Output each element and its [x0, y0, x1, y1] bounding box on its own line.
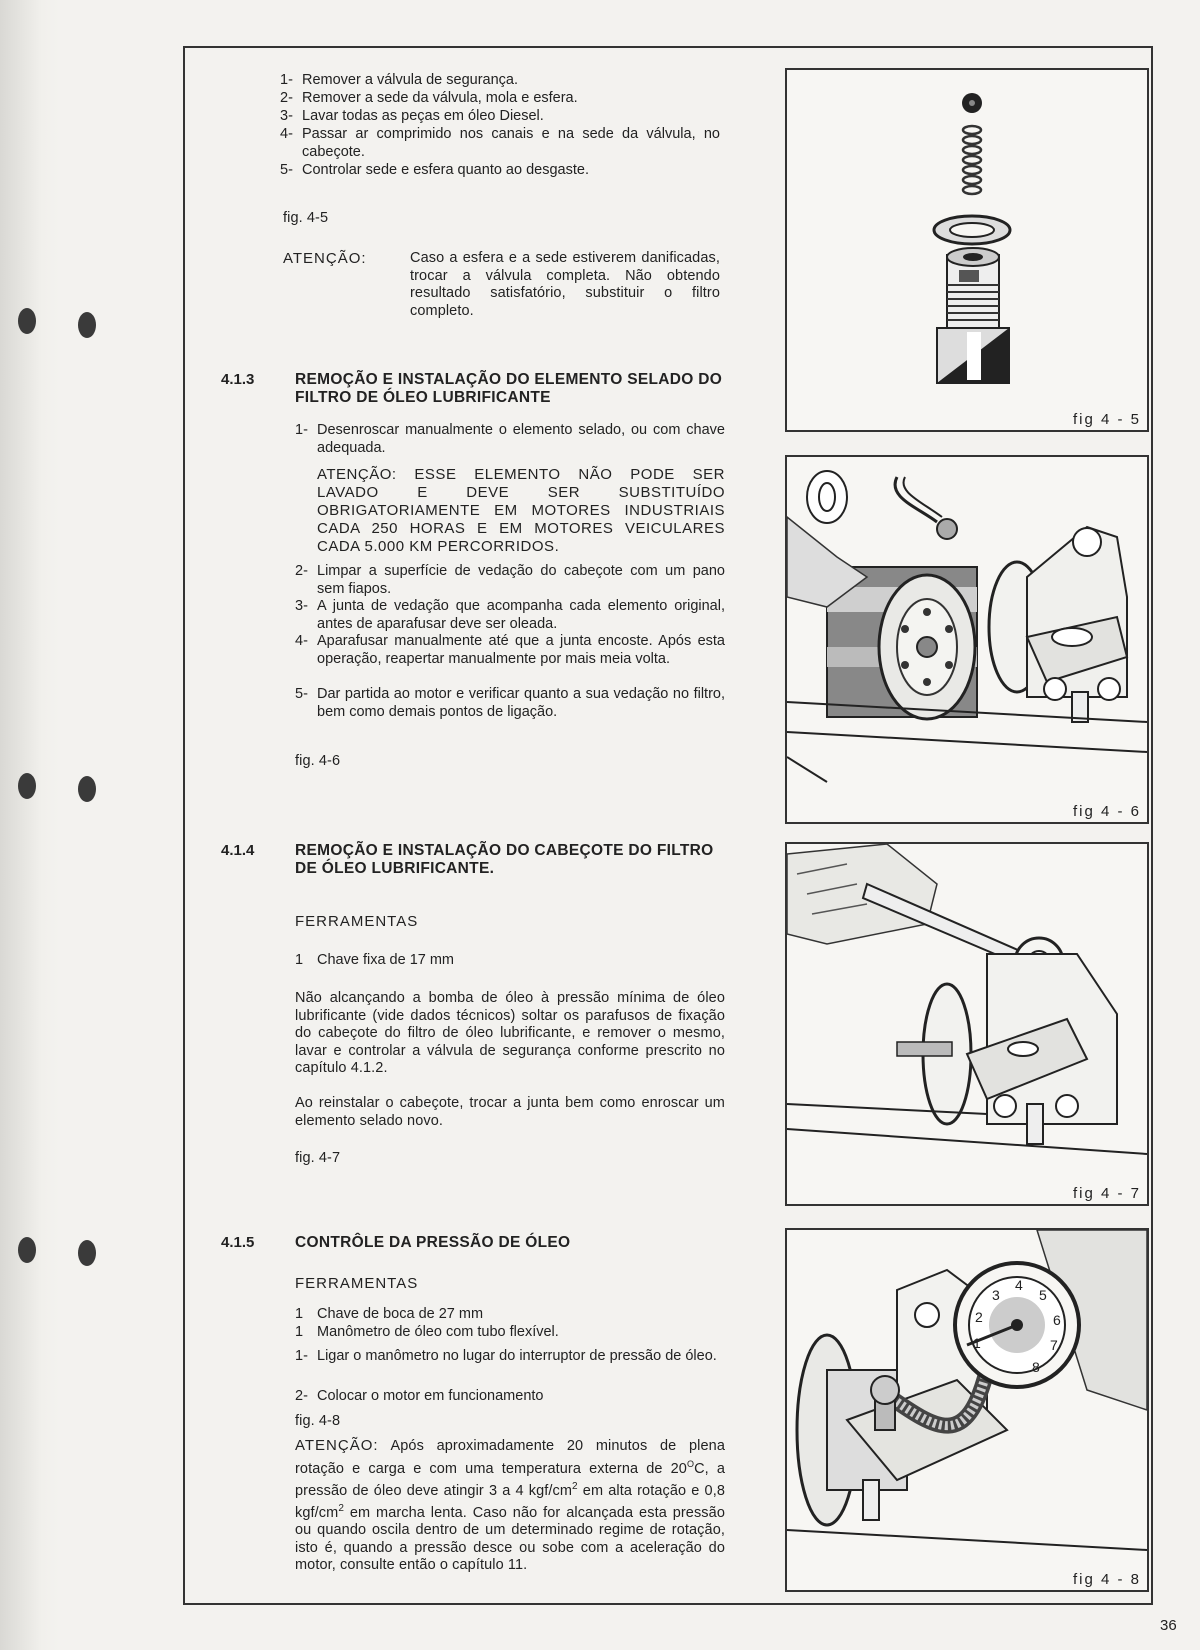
tools-heading: FERRAMENTAS	[295, 1275, 419, 1292]
figure-reference: fig. 4-5	[283, 210, 329, 226]
section-number: 4.1.3	[221, 371, 255, 388]
attention-paragraph: ATENÇÃO: Após aproximadamente 20 minutos de plena rotação e carga e com uma temperatura externa de $20^OC$, a pressão de óleo deve atingir 3 a 4 kgf/$cm^2$ em alta rotação e 0,8 kgf/$cm^2$ em marcha lenta. Caso não for alcançada esta pressão ou quando oscila dentro de um determinado regime de rotação, isto é, quando a pressão desce ou sobe com a aceleração do motor, consulte então o capítulo 11.	[295, 1437, 725, 1574]
figure-caption: fig 4 - 5	[1072, 411, 1141, 428]
gauge-tick-label: 8	[1032, 1359, 1040, 1375]
filter-head-illustration	[787, 844, 1147, 1204]
list-item: 4- Passar ar comprimido nos canais e na sede da válvula, no cabeçote.	[280, 126, 720, 160]
binder-hole	[78, 312, 96, 338]
page-number: 36	[1160, 1617, 1177, 1634]
figure-4-6	[785, 455, 1149, 824]
list-item: 4- Aparafusar manualmente até que a junta encoste. Após esta operação, reapertar manualmente por mais meia volta.	[295, 633, 725, 667]
gauge-tick-label: 1	[973, 1335, 981, 1351]
gauge-tick-label: 5	[1039, 1287, 1047, 1303]
figure-4-5	[785, 68, 1149, 432]
gauge-tick-label: 4	[1015, 1277, 1023, 1293]
figure-reference: fig. 4-8	[295, 1413, 341, 1429]
figure-4-8	[785, 1228, 1149, 1592]
section-number: 4.1.4	[221, 842, 255, 859]
gauge-tick-label: 6	[1053, 1312, 1061, 1328]
section-number: 4.1.5	[221, 1234, 255, 1251]
figure-caption: fig 4 - 8	[1072, 1571, 1141, 1588]
tools-heading: FERRAMENTAS	[295, 913, 419, 930]
list-item: 2- Remover a sede da válvula, mola e esfera.	[280, 90, 578, 106]
list-item: 5- Controlar sede e esfera quanto ao desgaste.	[280, 162, 589, 178]
list-item: 1- Desenroscar manualmente o elemento selado, ou com chave adequada.	[295, 422, 725, 456]
list-item: 5- Dar partida ao motor e verificar quanto a sua vedação no filtro, bem como demais pontos de ligação.	[295, 686, 725, 720]
page-frame-bottom	[183, 1603, 1153, 1605]
figure-caption: fig 4 - 7	[1072, 1185, 1141, 1202]
paragraph: Não alcançando a bomba de óleo à pressão mínima de óleo lubrificante (vide dados técnicos) soltar os parafusos de fixação do cabeçote do filtro de óleo lubrificante, e remover o mesmo, lavar e controlar a válvula de segurança conforme prescrito no capítulo 4.1.2.	[295, 990, 725, 1076]
binder-hole	[18, 308, 36, 334]
gauge-tick-label: 2	[975, 1309, 983, 1325]
figure-caption: fig 4 - 6	[1072, 803, 1141, 820]
section-title: CONTRÔLE DA PRESSÃO DE ÓLEO	[295, 1234, 571, 1251]
page-frame-right	[1151, 1533, 1153, 1605]
tool-item: 1 Chave de boca de 27 mm	[295, 1306, 484, 1322]
section-title: REMOÇÃO E INSTALAÇÃO DO ELEMENTO SELADO DO FILTRO DE ÓLEO LUBRIFICANTE	[295, 371, 723, 406]
attention-label: ATENÇÃO:	[283, 250, 367, 267]
tool-item: 1 Manômetro de óleo com tubo flexível.	[295, 1324, 559, 1340]
attention-text: Caso a esfera e a sede estiverem danificadas, trocar a válvula completa. Não obtendo resultado satisfatório, substituir o filtro completo.	[410, 250, 720, 319]
binder-margin	[0, 0, 60, 1650]
paragraph: Ao reinstalar o cabeçote, trocar a junta bem como enroscar um elemento selado novo.	[295, 1095, 725, 1129]
valve-assembly-illustration	[787, 70, 1147, 430]
attention-caps: ATENÇÃO: ESSE ELEMENTO NÃO PODE SER LAVADO E DEVE SER SUBSTITUÍDO OBRIGATORIAMENTE EM MOTORES INDUSTRIAIS CADA 250 HORAS E EM MOTORES VEICULARES CADA 5.000 KM PERCORRIDOS.	[317, 466, 725, 555]
gauge-tick-label: 7	[1050, 1337, 1058, 1353]
binder-hole	[78, 1240, 96, 1266]
binder-hole	[18, 1237, 36, 1263]
tool-item: 1 Chave fixa de 17 mm	[295, 952, 455, 968]
list-item: 2- Colocar o motor em funcionamento	[295, 1388, 544, 1404]
figure-reference: fig. 4-7	[295, 1150, 341, 1166]
figure-4-7	[785, 842, 1149, 1206]
figure-reference: fig. 4-6	[295, 753, 341, 769]
binder-hole	[18, 773, 36, 799]
section-title: REMOÇÃO E INSTALAÇÃO DO CABEÇOTE DO FILTRO DE ÓLEO LUBRIFICANTE.	[295, 842, 714, 877]
list-item: 2- Limpar a superfície de vedação do cabeçote com um pano sem fiapos.	[295, 563, 725, 597]
list-item: 3- A junta de vedação que acompanha cada elemento original, antes de aparafusar deve ser oleada.	[295, 598, 725, 632]
gauge-tick-label: 3	[992, 1287, 1000, 1303]
binder-hole	[78, 776, 96, 802]
list-item: 3- Lavar todas as peças em óleo Diesel.	[280, 108, 544, 124]
list-item: 1- Ligar o manômetro no lugar do interruptor de pressão de óleo.	[295, 1348, 717, 1364]
pressure-gauge-illustration	[787, 1230, 1147, 1590]
list-item: 1- Remover a válvula de segurança.	[280, 72, 519, 88]
page-frame-left	[183, 46, 185, 1604]
oil-filter-illustration	[787, 457, 1147, 822]
